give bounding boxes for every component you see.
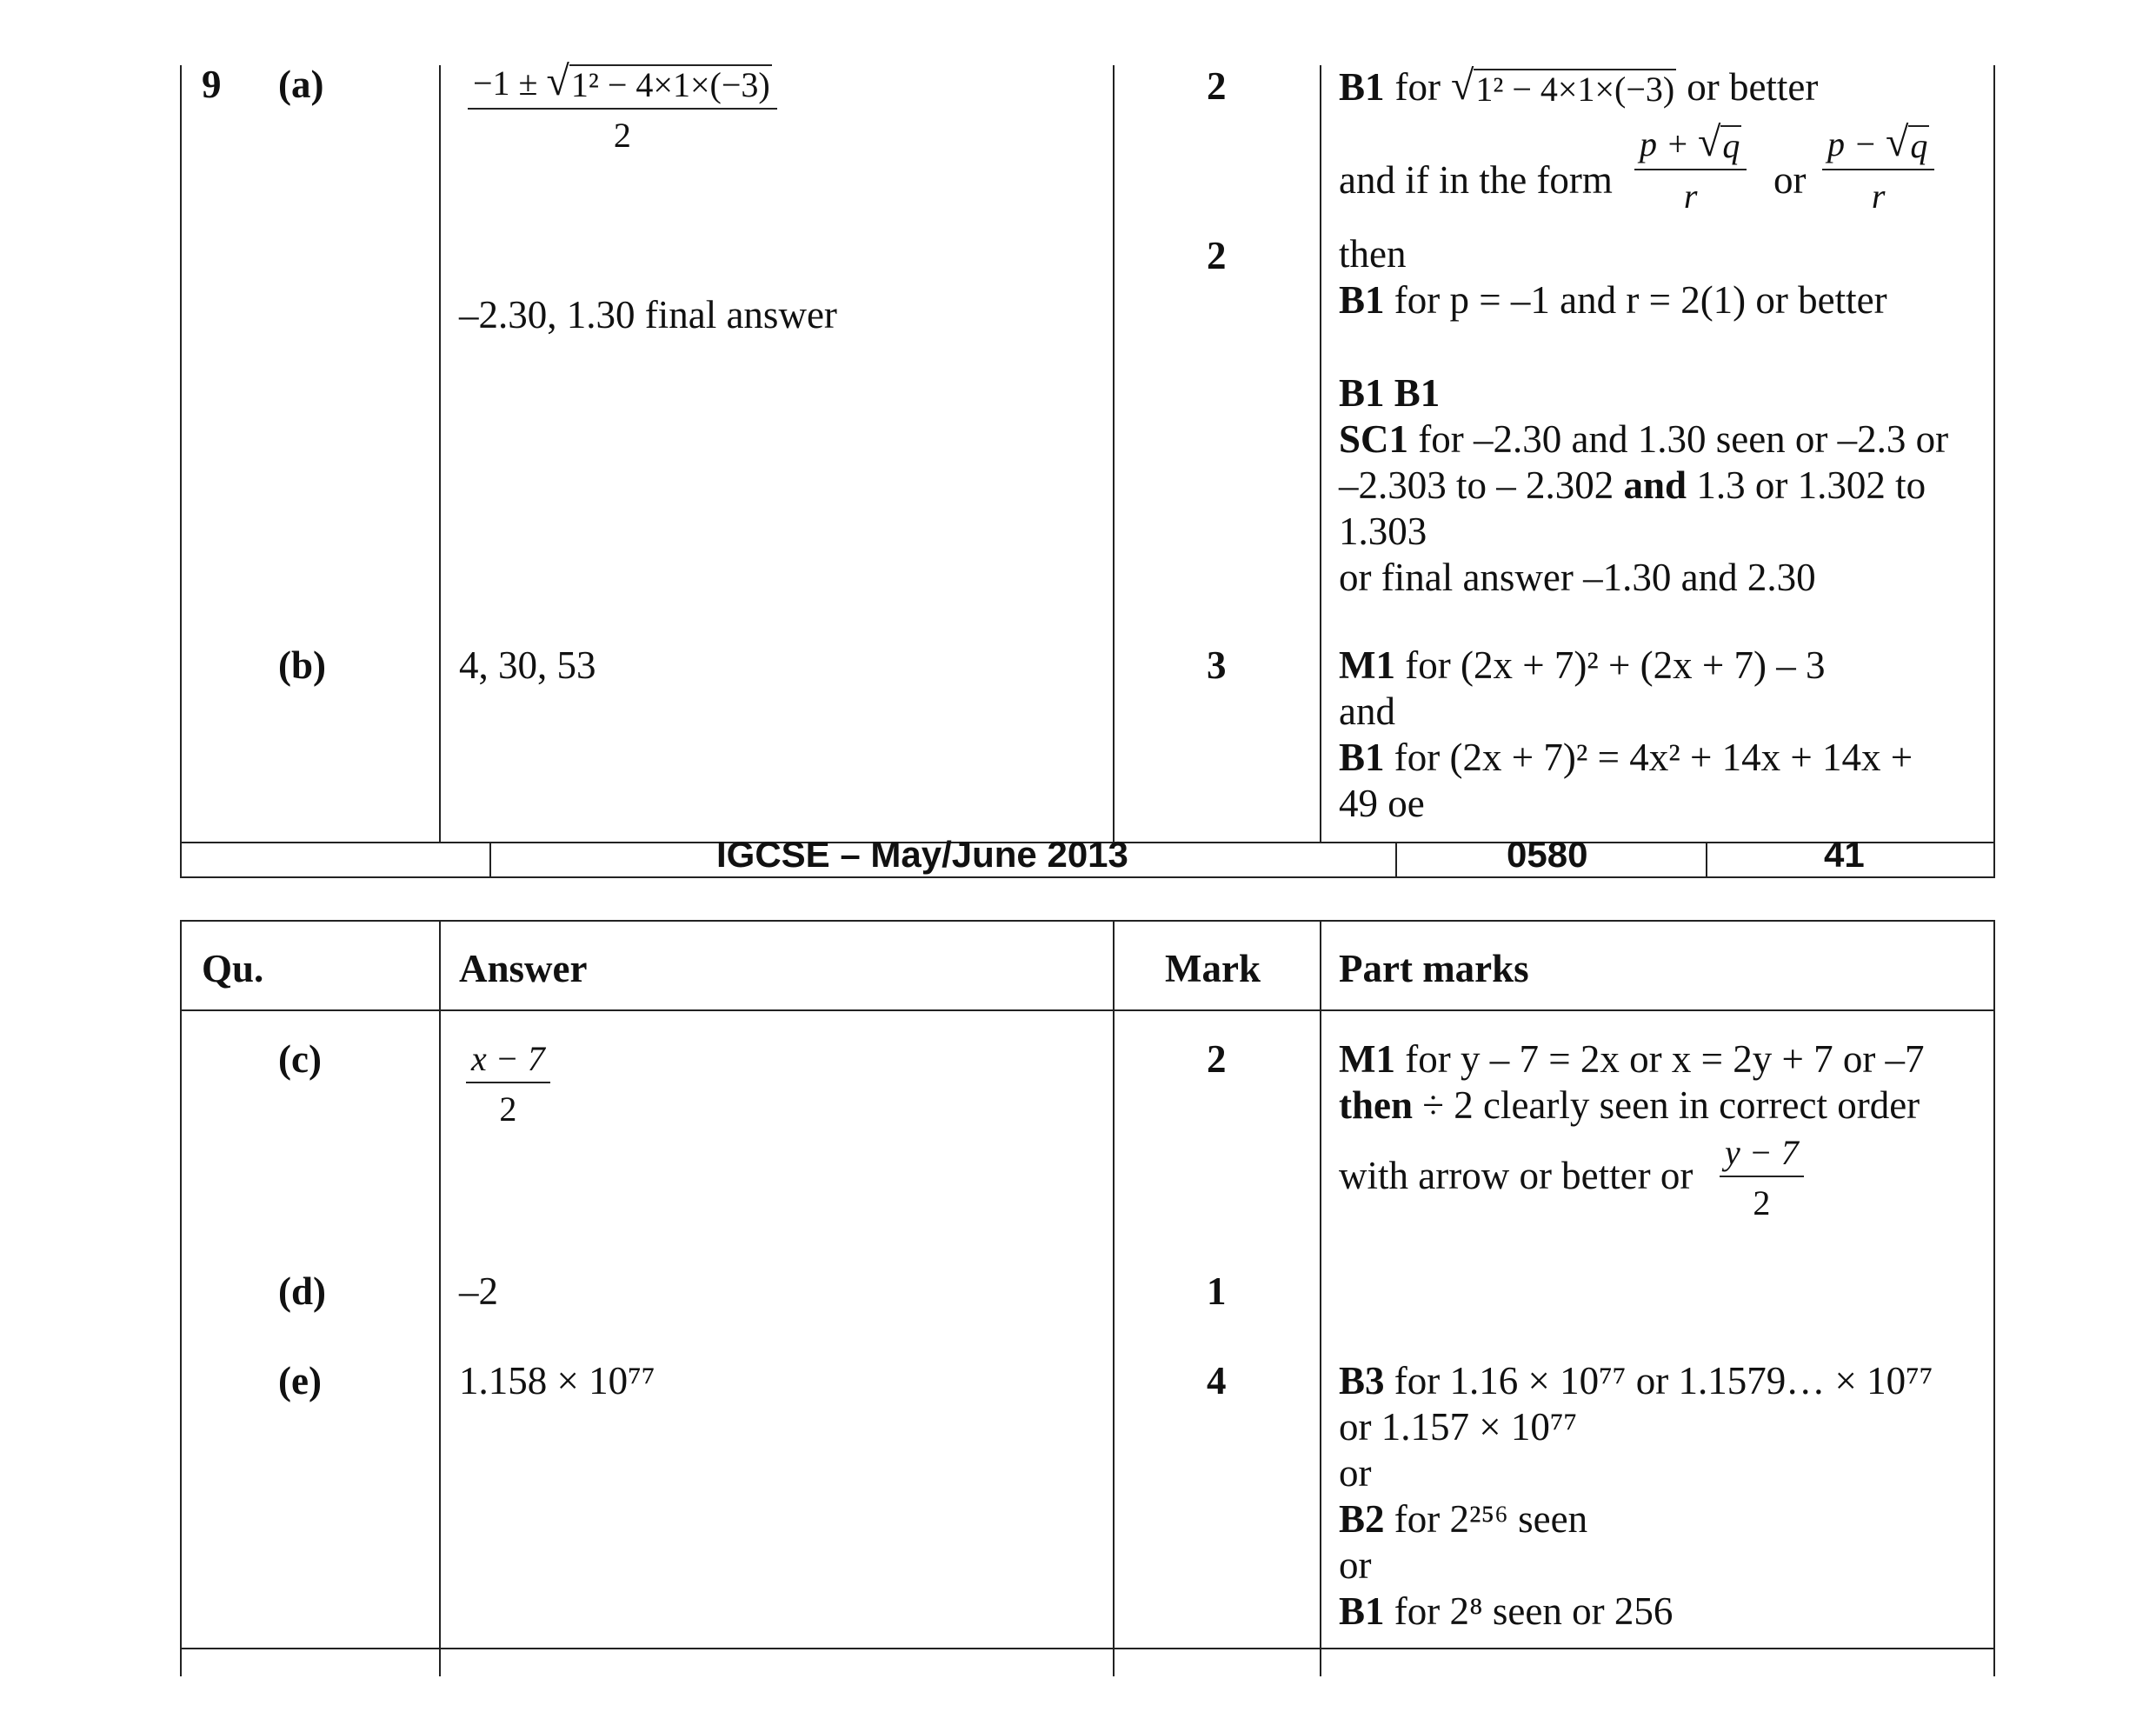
pm-a-sc1-line2: –2.303 to – 2.302 and 1.3 or 1.302 to: [1339, 463, 1926, 507]
mark-b: 3: [1207, 643, 1227, 687]
part-label-a: (a): [278, 63, 324, 106]
answer-a-final: –2.30, 1.30 final answer: [459, 293, 837, 336]
sqrt-icon: √ q: [1886, 119, 1928, 165]
pm-b-b1-line2: 49 oe: [1339, 782, 1425, 825]
header-part-marks: Part marks: [1339, 947, 1529, 990]
header-bottom-border: [180, 1009, 1995, 1011]
lower-bottom-border: [180, 1648, 1995, 1649]
answer-d: –2: [459, 1269, 498, 1313]
mark-c: 2: [1207, 1037, 1227, 1081]
pm-e-or1: or: [1339, 1451, 1372, 1495]
part-label-d: (d): [278, 1269, 326, 1313]
lower-border-left: [180, 920, 182, 1676]
mark-a-1: 2: [1207, 64, 1227, 108]
header-answer: Answer: [459, 947, 588, 990]
pm-e-line2: or 1.157 × 10⁷⁷: [1339, 1405, 1578, 1449]
footer-bottom-border: [180, 876, 1995, 878]
sqrt-icon: √ 1² − 4×1×(−3): [1451, 63, 1675, 109]
part-label-e: (e): [278, 1359, 322, 1402]
pm-a-sc1-line3: 1.303: [1339, 510, 1427, 553]
mark-a-2: 2: [1207, 234, 1227, 277]
pm-b-m1-line: M1 for (2x + 7)² + (2x + 7) – 3: [1339, 643, 1826, 687]
answer-b: 4, 30, 53: [459, 643, 596, 687]
answer-e: 1.158 × 10⁷⁷: [459, 1359, 655, 1402]
pm-a-form-fraction-minus: p − √ q r: [1822, 122, 1934, 214]
footer-divider-2: [1395, 842, 1397, 878]
pm-a-sc1-line4: or final answer –1.30 and 2.30: [1339, 556, 1816, 599]
upper-divider-partmarks: [1320, 65, 1321, 843]
footer-divider-1: [489, 842, 491, 878]
footer-syllabus: 0580: [1507, 834, 1588, 875]
footer-paper: 41: [1824, 834, 1865, 875]
answer-c-fraction: $\frac{x - 7}{2}$: [466, 1042, 550, 1127]
sqrt-icon: √ q: [1698, 119, 1740, 165]
pm-c-fraction: $\frac{y - 7}{2}$: [1720, 1136, 1804, 1221]
pm-c-line3: with arrow or better or: [1339, 1154, 1694, 1197]
lower-divider-answer: [439, 920, 441, 1676]
pm-a-form-text: and if in the form: [1339, 158, 1613, 202]
upper-border-right: [1993, 65, 1995, 878]
part-label-c: (c): [278, 1037, 322, 1081]
pm-c-m1-line: M1 for y – 7 = 2x or x = 2y + 7 or –7: [1339, 1037, 1925, 1081]
pm-a-or: or: [1773, 158, 1807, 202]
mark-d: 1: [1207, 1269, 1227, 1313]
lower-divider-partmarks: [1320, 920, 1321, 1676]
answer-a-num-prefix: −1 ±: [473, 63, 538, 103]
lower-divider-mark: [1113, 920, 1115, 1676]
sqrt-icon: √ 1² − 4×1×(−3): [546, 58, 770, 104]
header-qu: Qu.: [202, 947, 264, 990]
upper-divider-answer: [439, 65, 441, 843]
header-mark: Mark: [1165, 947, 1261, 990]
upper-divider-mark: [1113, 65, 1115, 843]
pm-c-then-line: then ÷ 2 clearly seen in correct order: [1339, 1083, 1920, 1127]
answer-a-den: 2: [613, 116, 631, 155]
lower-top-border: [180, 920, 1995, 922]
upper-border-left: [180, 65, 182, 878]
lower-border-right: [1993, 920, 1995, 1676]
pm-a-form-fraction-plus: p + √ q r: [1634, 122, 1747, 214]
part-label-b: (b): [278, 643, 326, 687]
pm-e-b2-line: B2 for 2²⁵⁶ seen: [1339, 1497, 1588, 1541]
pm-a-sc1-line: SC1 for –2.30 and 1.30 seen or –2.3 or: [1339, 417, 1949, 461]
pm-e-b1-line: B1 for 2⁸ seen or 256: [1339, 1589, 1674, 1633]
footer-divider-3: [1706, 842, 1707, 878]
pm-a-then: then: [1339, 232, 1407, 276]
pm-e-or2: or: [1339, 1543, 1372, 1587]
pm-b-b1-line: B1 for (2x + 7)² = 4x² + 14x + 14x +: [1339, 736, 1913, 779]
answer-a-radicand: 1² − 4×1×(−3): [570, 65, 770, 104]
footer-exam: IGCSE – May/June 2013: [716, 834, 1128, 875]
pm-a-b1-line: B1 for p = –1 and r = 2(1) or better: [1339, 278, 1887, 322]
pm-e-b3-line: B3 for 1.16 × 10⁷⁷ or 1.1579… × 10⁷⁷: [1339, 1359, 1933, 1402]
pm-a-b1b1: B1 B1: [1339, 371, 1441, 415]
question-number: 9: [202, 63, 222, 106]
pm-b-and: and: [1339, 689, 1395, 733]
mark-e: 4: [1207, 1359, 1227, 1402]
pm-a-line1: B1 for √ 1² − 4×1×(−3) or better: [1339, 63, 1819, 109]
answer-a-fraction: [468, 58, 777, 155]
